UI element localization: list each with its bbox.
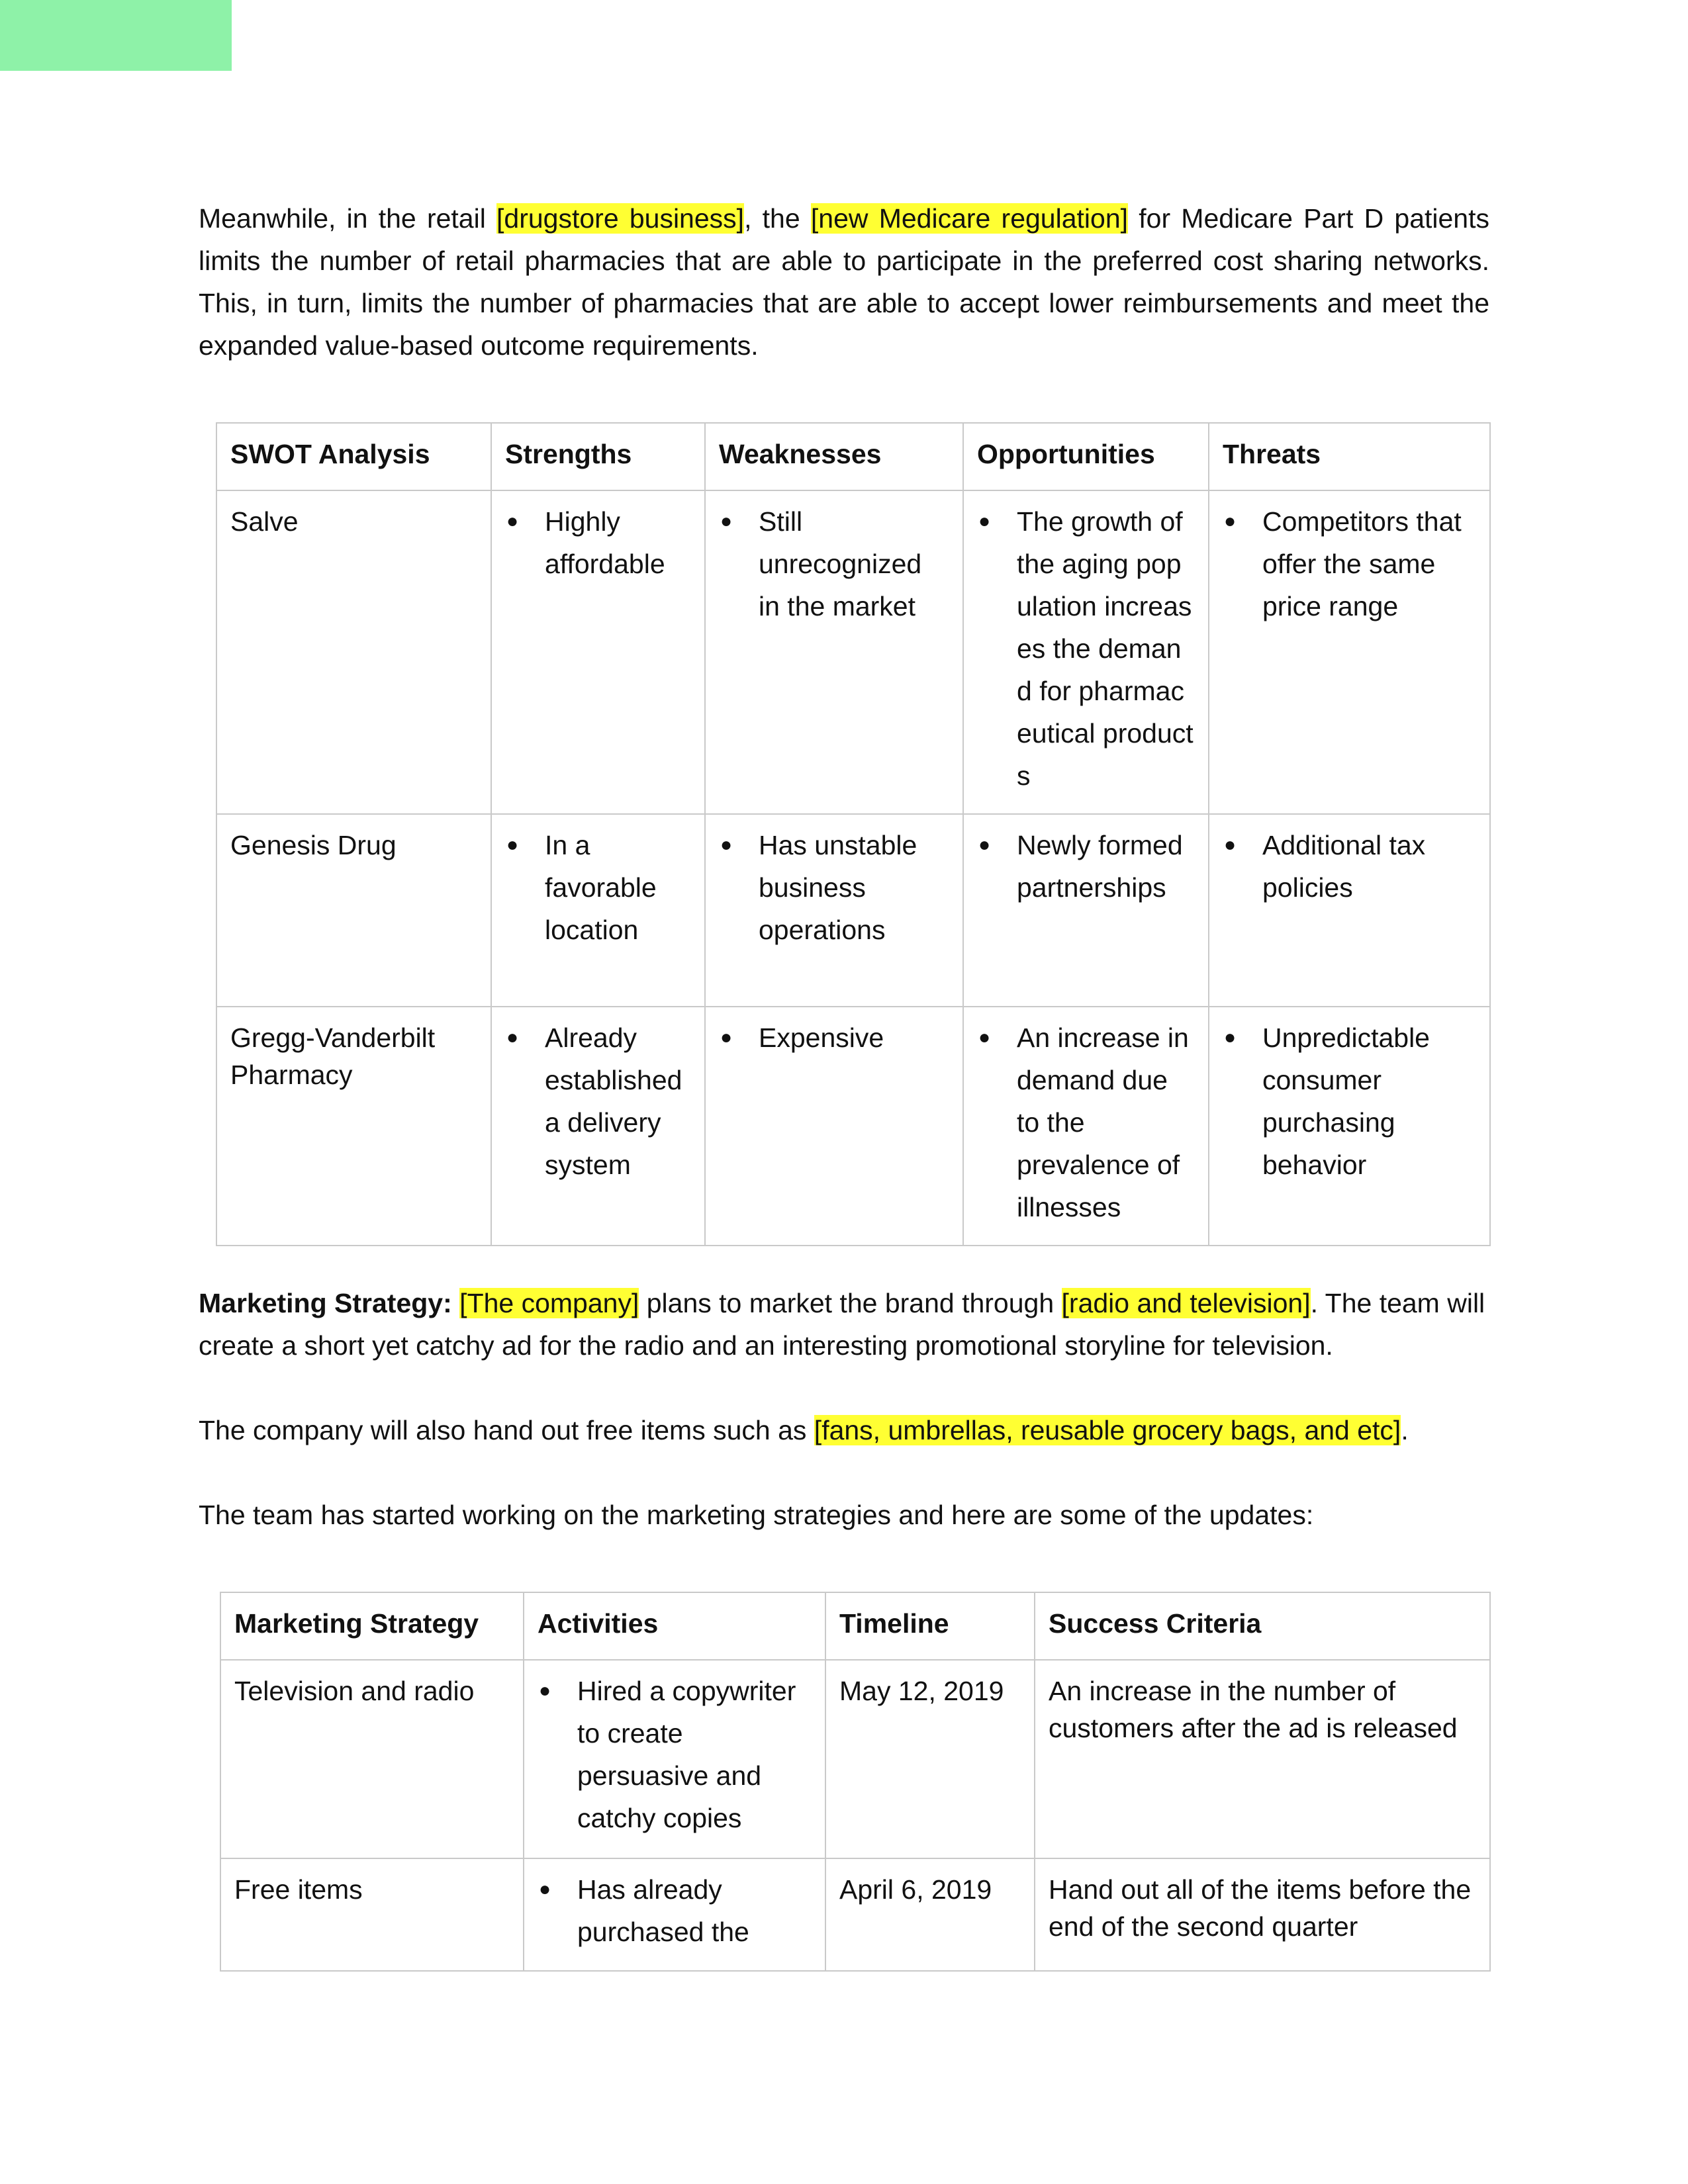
swot-opportunity-cell [963, 814, 1209, 1007]
swot-row [216, 490, 1490, 814]
swot-strength-item: ● Highly affordable [505, 500, 691, 585]
plan-criteria-cell: Hand out all of the items before the end of the second quarter [1035, 1858, 1490, 1971]
marketing-plan-table [220, 1592, 1491, 1972]
intro-paragraph [199, 197, 1489, 367]
swot-strength-cell [491, 814, 705, 1007]
plan-timeline-cell: May 12, 2019 [825, 1660, 1035, 1858]
marketing-spacer [452, 1288, 459, 1318]
swot-company-name: Salve [216, 490, 491, 814]
corner-tab [0, 0, 232, 71]
swot-weakness-cell [705, 1007, 963, 1246]
swot-threat-item: ● Additional tax policies [1223, 824, 1476, 909]
plan-strategy-cell: Television and radio [220, 1660, 524, 1858]
swot-weakness-item: ● Expensive [719, 1017, 949, 1059]
intro-text-3: for Medicare Part D patients limits the number of retail pharmacies that are able to participate in the preferred cost sharing networks. This, in turn, limits the number of pharmacies that are able to accept lower reimbursements and meet the expanded value-based outcome requirements. [199, 203, 1489, 361]
swot-header-row [216, 423, 1490, 490]
placeholder-free-items-list: [fans, umbrellas, reusable grocery bags, and etc] [814, 1415, 1401, 1445]
swot-header-threats: Threats [1209, 423, 1490, 490]
swot-opportunity-cell [963, 1007, 1209, 1246]
swot-threat-cell [1209, 814, 1490, 1007]
document-page [199, 197, 1489, 1972]
swot-weakness-cell [705, 490, 963, 814]
free-items-text-1: The company will also hand out free items such as [199, 1415, 814, 1445]
marketing-strategy-paragraph [199, 1282, 1489, 1367]
plan-header-success-criteria: Success Criteria [1035, 1592, 1490, 1660]
swot-opportunity-item: ● Newly formed partnerships [977, 824, 1195, 909]
swot-header-strengths: Strengths [491, 423, 705, 490]
swot-strength-cell [491, 490, 705, 814]
plan-criteria-cell: An increase in the number of customers after the ad is released [1035, 1660, 1490, 1858]
swot-threat-cell [1209, 1007, 1490, 1246]
swot-threat-cell [1209, 490, 1490, 814]
swot-header-analysis: SWOT Analysis [216, 423, 491, 490]
plan-header-row [220, 1592, 1490, 1660]
swot-opportunity-cell [963, 490, 1209, 814]
placeholder-radio-and-television: [radio and television] [1061, 1288, 1311, 1318]
plan-row [220, 1660, 1490, 1858]
plan-activity-cell [524, 1660, 825, 1858]
placeholder-the-company: [The company] [459, 1288, 639, 1318]
swot-weakness-cell [705, 814, 963, 1007]
swot-threat-item: ● Competitors that offer the same price range [1223, 500, 1476, 627]
swot-row [216, 1007, 1490, 1246]
swot-strength-cell [491, 1007, 705, 1246]
plan-strategy-cell: Free items [220, 1858, 524, 1971]
swot-opportunity-item: ● The growth of the aging population increases the demand for pharmaceutical products [977, 500, 1195, 797]
intro-text-2: , the [744, 203, 811, 234]
marketing-text-1: plans to market the brand through [639, 1288, 1062, 1318]
marketing-strategy-label: Marketing Strategy: [199, 1288, 452, 1318]
swot-strength-item: ● Already established a delivery system [505, 1017, 691, 1186]
plan-header-strategy: Marketing Strategy [220, 1592, 524, 1660]
plan-header-activities: Activities [524, 1592, 825, 1660]
marketing-text-2: . The team will create a short yet catchy ad for the radio and an interesting promotional storyline for television. [199, 1288, 1485, 1361]
swot-opportunity-item: ● An increase in demand due to the prevalence of illnesses [977, 1017, 1195, 1228]
swot-company-name: Gregg-Vanderbilt Pharmacy [216, 1007, 491, 1246]
plan-activity-item: ● Has already purchased the [538, 1868, 812, 1953]
plan-header-timeline: Timeline [825, 1592, 1035, 1660]
plan-row [220, 1858, 1490, 1971]
swot-strength-item: ● In a favorable location [505, 824, 691, 951]
free-items-paragraph [199, 1409, 1489, 1451]
swot-company-name: Genesis Drug [216, 814, 491, 1007]
swot-row [216, 814, 1490, 1007]
plan-activity-cell [524, 1858, 825, 1971]
placeholder-new-medicare-regulation: [new Medicare regulation] [810, 203, 1129, 234]
swot-threat-item: ● Unpredictable consumer purchasing behavior [1223, 1017, 1476, 1186]
swot-header-opportunities: Opportunities [963, 423, 1209, 490]
updates-intro-paragraph: The team has started working on the marketing strategies and here are some of the updates: [199, 1500, 1314, 1530]
plan-timeline-cell: April 6, 2019 [825, 1858, 1035, 1971]
swot-table [216, 422, 1491, 1246]
swot-weakness-item: ● Has unstable business operations [719, 824, 949, 951]
swot-header-weaknesses: Weaknesses [705, 423, 963, 490]
intro-text-1: Meanwhile, in the retail [199, 203, 497, 234]
swot-weakness-item: ● Still unrecognized in the market [719, 500, 949, 627]
free-items-text-2: . [1401, 1415, 1409, 1445]
plan-activity-item: ● Hired a copywriter to create persuasive and catchy copies [538, 1670, 812, 1839]
placeholder-drugstore-business: [drugstore business] [496, 203, 745, 234]
